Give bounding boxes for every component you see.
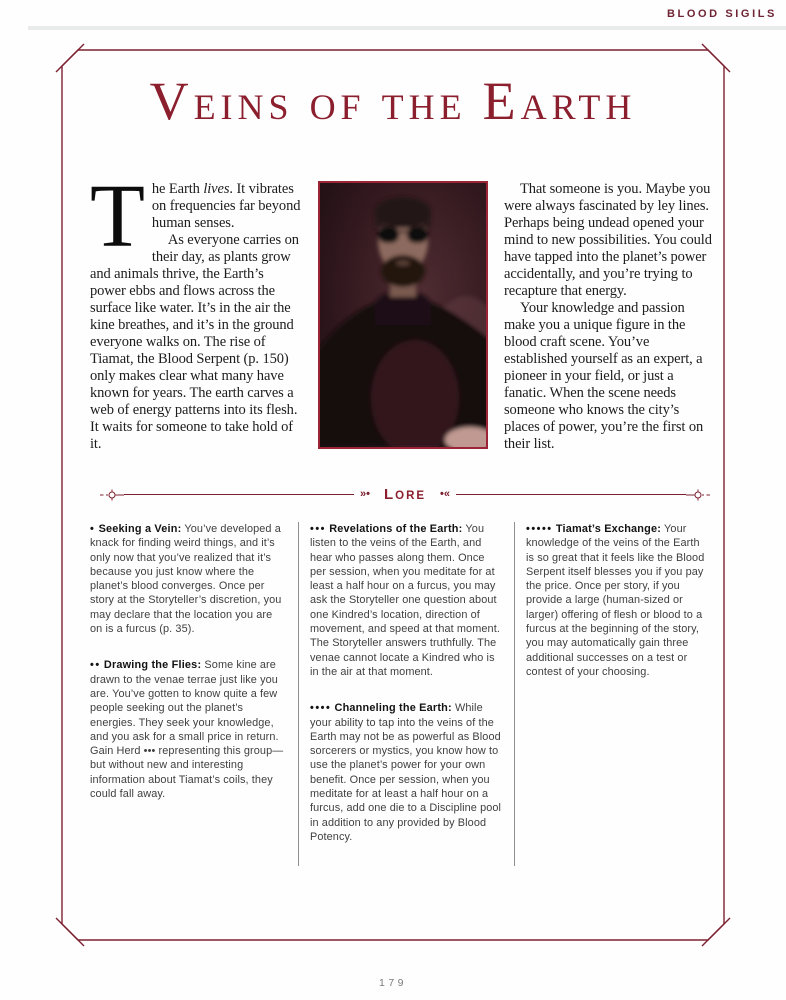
lore-section: [90, 522, 712, 866]
lore-item-body: Some kine are drawn to the venae terrae just like you are. You’ve gotten to know quite a few people seeking out the planet’s energies. They seek your knowledge, and you ask for a small price in return. Gain Herd ••• representing this group—but without new and interesting information about Tiamat’s coils, they could fall away.: [90, 659, 284, 801]
dot-rating-icon: ••••: [310, 702, 332, 715]
lore-item-title: Drawing the Flies:: [103, 659, 202, 672]
divider-line: [124, 494, 354, 495]
intro-paragraph: Your knowledge and passion make you a unique figure in the blood craft scene. You’ve established yourself as an expert, a pioneer in your field, or just a fanatic. When the scene needs someone who knows the city’s places of power, you’re the first on their list.: [504, 300, 704, 452]
portrait-illustration: [318, 181, 488, 449]
lore-divider: [100, 486, 710, 503]
lore-item-revelations-of-the-earth: [310, 522, 503, 679]
intro-text: . It vibrates on frequencies far beyond human senses.: [151, 181, 301, 231]
dot-rating-icon: •••••: [526, 523, 553, 535]
title-word: EARTH: [482, 71, 637, 131]
divider-ornament-right-icon: [686, 488, 710, 502]
lore-item-body: You’ve developed a knack for finding weird things, and it’s only now that you’ve realized that it’s because you just know where the planet’s blood converges. Once per story at the Storyteller’s discretion, you may declare that the location you are on is a furcus (p. 35).: [90, 523, 282, 636]
title-word: THE: [381, 87, 467, 127]
intro-text: he Earth: [151, 181, 204, 197]
header-rule: [28, 26, 786, 30]
lore-item-body: Your knowledge of the veins of the Earth is so great that it feels like the Blood Serpent itself blesses you if you pay the price. Once per story, if you provide a large (human-sized or larger) offering of flesh or blood to a furcus at the beginning of the story, you may automatically gain three additional successes on a test or contest of your choosing.: [526, 523, 705, 678]
page-title: [62, 70, 724, 132]
dot-rating-icon: •••: [310, 523, 326, 535]
divider-ornament-left-icon: [100, 488, 124, 502]
intro-section: [90, 167, 712, 453]
title-word: VEINS: [149, 71, 294, 131]
lore-item-channeling-the-earth: [310, 701, 503, 844]
intro-paragraph: That someone is you. Maybe you were always fascinated by ley lines. Perhaps being undead opened your mind to new possibilities. You could have tapped into the planet’s power accidentally, and you’re trying to recapture that energy.: [504, 181, 712, 299]
divider-line: [456, 494, 686, 495]
intro-text-italic: lives: [203, 181, 230, 197]
portrait-painting-icon: [320, 183, 486, 447]
lore-item-body: While your ability to tap into the veins of the Earth may not be as powerful as Blood sorcerers or mystics, you know how to use the planet’s power for your own benefit. Once per session, when you meditate for at least a half hour on a furcus, add one die to a Discipline pool in addition to any provided by Blood Potency.: [310, 702, 502, 843]
intro-left-column: [90, 167, 302, 453]
running-header: BLOOD SIGILS: [666, 8, 777, 20]
arrow-right-icon: »•: [359, 488, 370, 500]
intro-right-column: [504, 181, 712, 453]
lore-item-body: You listen to the veins of the Earth, and hear who passes along them. Once per session, when you meditate for at least a half hour on a furcus, you may ask the Storyteller one question about one Kindred’s location, direction of movement, and speed at that moment. The Storyteller answers truthfully. The venae cannot locate a Kindred who is in the air at that moment.: [310, 523, 500, 678]
dropcap-letter: T: [90, 167, 145, 266]
page-number: 179: [378, 977, 408, 989]
lore-column-1: [90, 522, 298, 866]
dot-rating-icon: ••: [90, 659, 101, 672]
lore-item-title: Channeling the Earth:: [334, 702, 452, 715]
lore-column-3: [514, 522, 712, 866]
lore-item-title: Tiamat’s Exchange:: [555, 523, 662, 535]
arrow-left-icon: •«: [440, 488, 451, 500]
lore-item-title: Seeking a Vein:: [98, 523, 182, 535]
lore-divider-label: LORE: [383, 486, 427, 503]
lore-column-2: [298, 522, 514, 866]
lore-item-tiamats-exchange: [526, 522, 710, 679]
lore-item-drawing-the-flies: [90, 658, 287, 801]
dot-rating-icon: •: [90, 523, 96, 535]
intro-paragraph: As everyone carries on their day, as plants grow and animals thrive, the Earth’s power ebbs and flows across the surface like water. It’s in the air the kine breathes, and it’s in the ground everyone walks on. The rise of Tiamat, the Blood Serpent (p. 150) only makes clear what many have known for years. The earth carves a web of energy patterns into its flesh. It waits for someone to take hold of it.: [90, 232, 299, 452]
lore-item-title: Revelations of the Earth:: [329, 523, 463, 535]
lore-item-seeking-a-vein: [90, 522, 287, 636]
title-word: OF: [309, 87, 366, 127]
